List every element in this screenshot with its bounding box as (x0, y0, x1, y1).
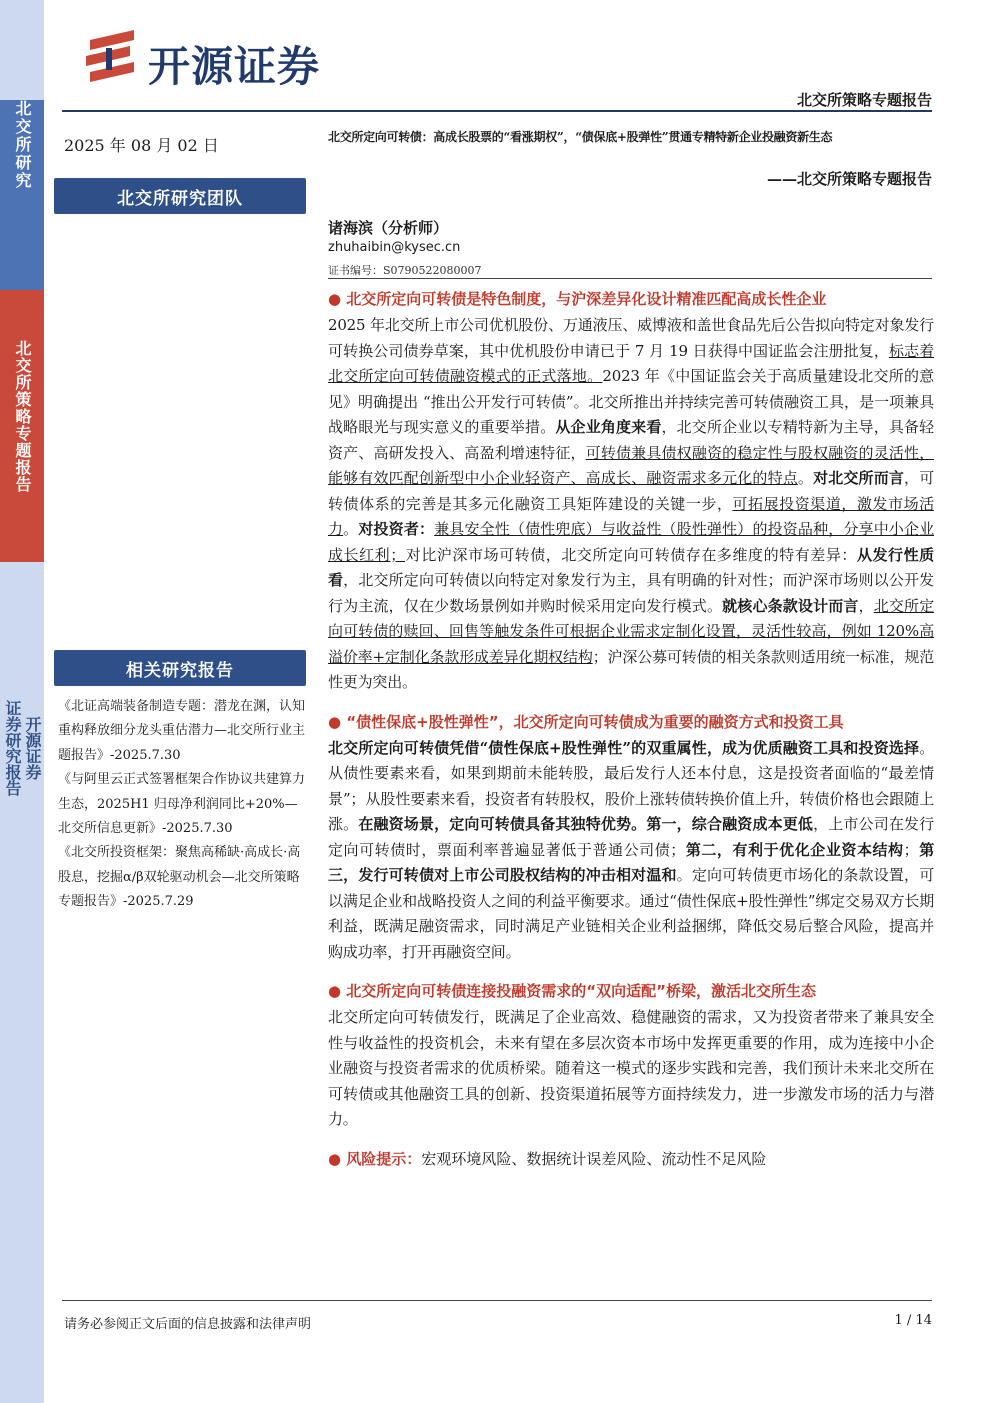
footer-disclaimer: 请务必参阅正文后面的信息披露和法律声明 (64, 1317, 312, 1332)
risk-text: 宏观环境风险、数据统计误差风险、流动性不足风险 (421, 1149, 767, 1168)
risk-label: ● 风险提示： (328, 1149, 422, 1168)
report-date: 2025 年 08 月 02 日 (64, 136, 219, 155)
section3-heading: ● 北交所定向可转债连接投融资需求的“双向适配”桥梁，激活北交所生态 (328, 982, 817, 1000)
section1-heading: ● 北交所定向可转债是特色制度，与沪深差异化设计精准匹配高成长性企业 (328, 290, 827, 308)
risk-notice (328, 1147, 934, 1171)
section3-body: 北交所定向可转债发行，既满足了企业高效、稳健融资的需求，又为投资者带来了兼具安全性与收益性的投资机会，未来有望在多层次资本市场中发挥更重要的作用，成为连接中小企业融资与投资者需求的优质桥梁。随着这一模式的逐步实践和完善，我们预计未来北交所在可转债或其他融资工具的创新、投资渠道拓展等方面持续发力，进一步激发市场的活力与潜力。 (328, 1008, 934, 1128)
analyst-name: 诸海滨（分析师） (328, 219, 449, 237)
related-report-item[interactable]: 《与阿里云正式签署框架合作协议共建算力生态，2025H1 归母净利润同比+20%—北交所信息更新》-2025.7.30 (58, 772, 306, 837)
side-tab-footer (0, 700, 44, 796)
header-divider (62, 110, 932, 112)
footer-divider (62, 1300, 932, 1301)
analyst-email[interactable]: zhuhaibin@kysec.cn (328, 240, 461, 255)
page-number: 1 / 14 (894, 1313, 932, 1328)
side-tab-report-type (0, 290, 44, 562)
header-category: 北交所策略专题报告 (796, 91, 932, 109)
side-tab-report-type-label: 北交所策略专题报告 (13, 340, 32, 493)
related-reports-list (58, 695, 310, 915)
section2-heading: ● “债性保底+股性弹性”，北交所定向可转债成为重要的融资方式和投资工具 (328, 712, 844, 731)
side-tab-footer-desc: 证券研究报告 (3, 700, 22, 796)
brand-name: 开源证券 (148, 42, 321, 91)
main-body (328, 287, 934, 1171)
related-report-item[interactable]: 《北证高端装备制造专题：潜龙在渊，认知重构释放细分龙头重估潜力—北交所行业主题报告》-2025.7.30 (58, 699, 306, 763)
related-report-item[interactable]: 《北交所投资框架：聚焦高稀缺·高成长·高股息，挖掘α/β双轮驱动机会—北交所策略专题报告》-2025.7.29 (58, 845, 301, 910)
team-box: 北交所研究团队 (54, 178, 306, 214)
report-title: 北交所定向可转债：高成长股票的“看涨期权”，“债保底+股弹性”贯通专精特新企业投融资新生态 (328, 130, 833, 144)
analyst-divider (328, 278, 932, 279)
section1-body: 2025 年北交所上市公司优机股份、万通液压、威博液和盖世食品先后公告拟向特定对象发行可转换公司债券草案，其中优机股份申请已于 7 月 19 日获得中国证监会注册批复，标志着北交所定向可转债融资模式的正式落地。2023 年《中国证监会关于高质量建设北交所的意见》明确提出 “推出公开发行可转债”。北交所推出并持续完善可转债融资工具，是一项兼具战略眼光与现实意义的重要举措。从企业角度来看，北交所企业以专精特新为主导，具备轻资产、高研发投入、高盈利增速特征，可转债兼具债权融资的稳定性与股权融资的灵活性，能够有效匹配创新型中小企业轻资产、高成长、融资需求多元化的特点。对北交所而言，可转债体系的完善是其多元化融资工具矩阵建设的关键一步，可拓展投资渠道，激发市场活力。对投资者：兼具安全性（债性兜底）与收益性（股性弹性）的投资品种，分享中小企业成长红利；对比沪深市场可转债，北交所定向可转债存在多维度的特有差异：从发行性质看，北交所定向可转债以向特定对象发行为主，具有明确的针对性；而沪深市场则以公开发行为主流，仅在少数场景例如并购时候采用定向发行模式。就核心条款设计而言，北交所定向可转债的赎回、回售等触发条件可根据企业需求定制化设置，灵活性较高，例如 120%高溢价率+定制化条款形成差异化期权结构；沪深公募可转债的相关条款则适用统一标准，规范性更为突出。 (328, 316, 935, 691)
section2-body: 北交所定向可转债凭借“债性保底+股性弹性”的双重属性，成为优质融资工具和投资选择。从债性要素来看，如果到期前未能转股，最后发行人还本付息，这是投资者面临的“最差情景”；从股性要素来看，投资者有转股权，股价上涨转债转换价值上升，转债价格也会跟随上涨。在融资场景，定向可转债具备其独特优势。第一，综合融资成本更低，上市公司在发行定向可转债时，票面利率普遍显著低于普通公司债；第二，有利于优化企业资本结构；第三，发行可转债对上市公司股权结构的冲击相对温和。定向可转债更市场化的条款设置，可以满足企业和战略投资人之间的利益平衡要求。通过“债性保底+股性弹性”绑定交易双方长期利益，既满足融资需求，同时满足产业链相关企业利益捆绑，降低交易后整合风险，提高并购成功率，打开再融资空间。 (328, 738, 934, 961)
side-tab-footer-brand: 开源证券 (23, 716, 42, 780)
side-tab-research (0, 100, 44, 290)
related-box: 相关研究报告 (54, 650, 306, 686)
report-subtitle: ——北交所策略专题报告 (766, 170, 932, 188)
analyst-cert: 证书编号：S0790522080007 (328, 264, 482, 277)
side-tab-research-label: 北交所研究 (13, 100, 32, 190)
